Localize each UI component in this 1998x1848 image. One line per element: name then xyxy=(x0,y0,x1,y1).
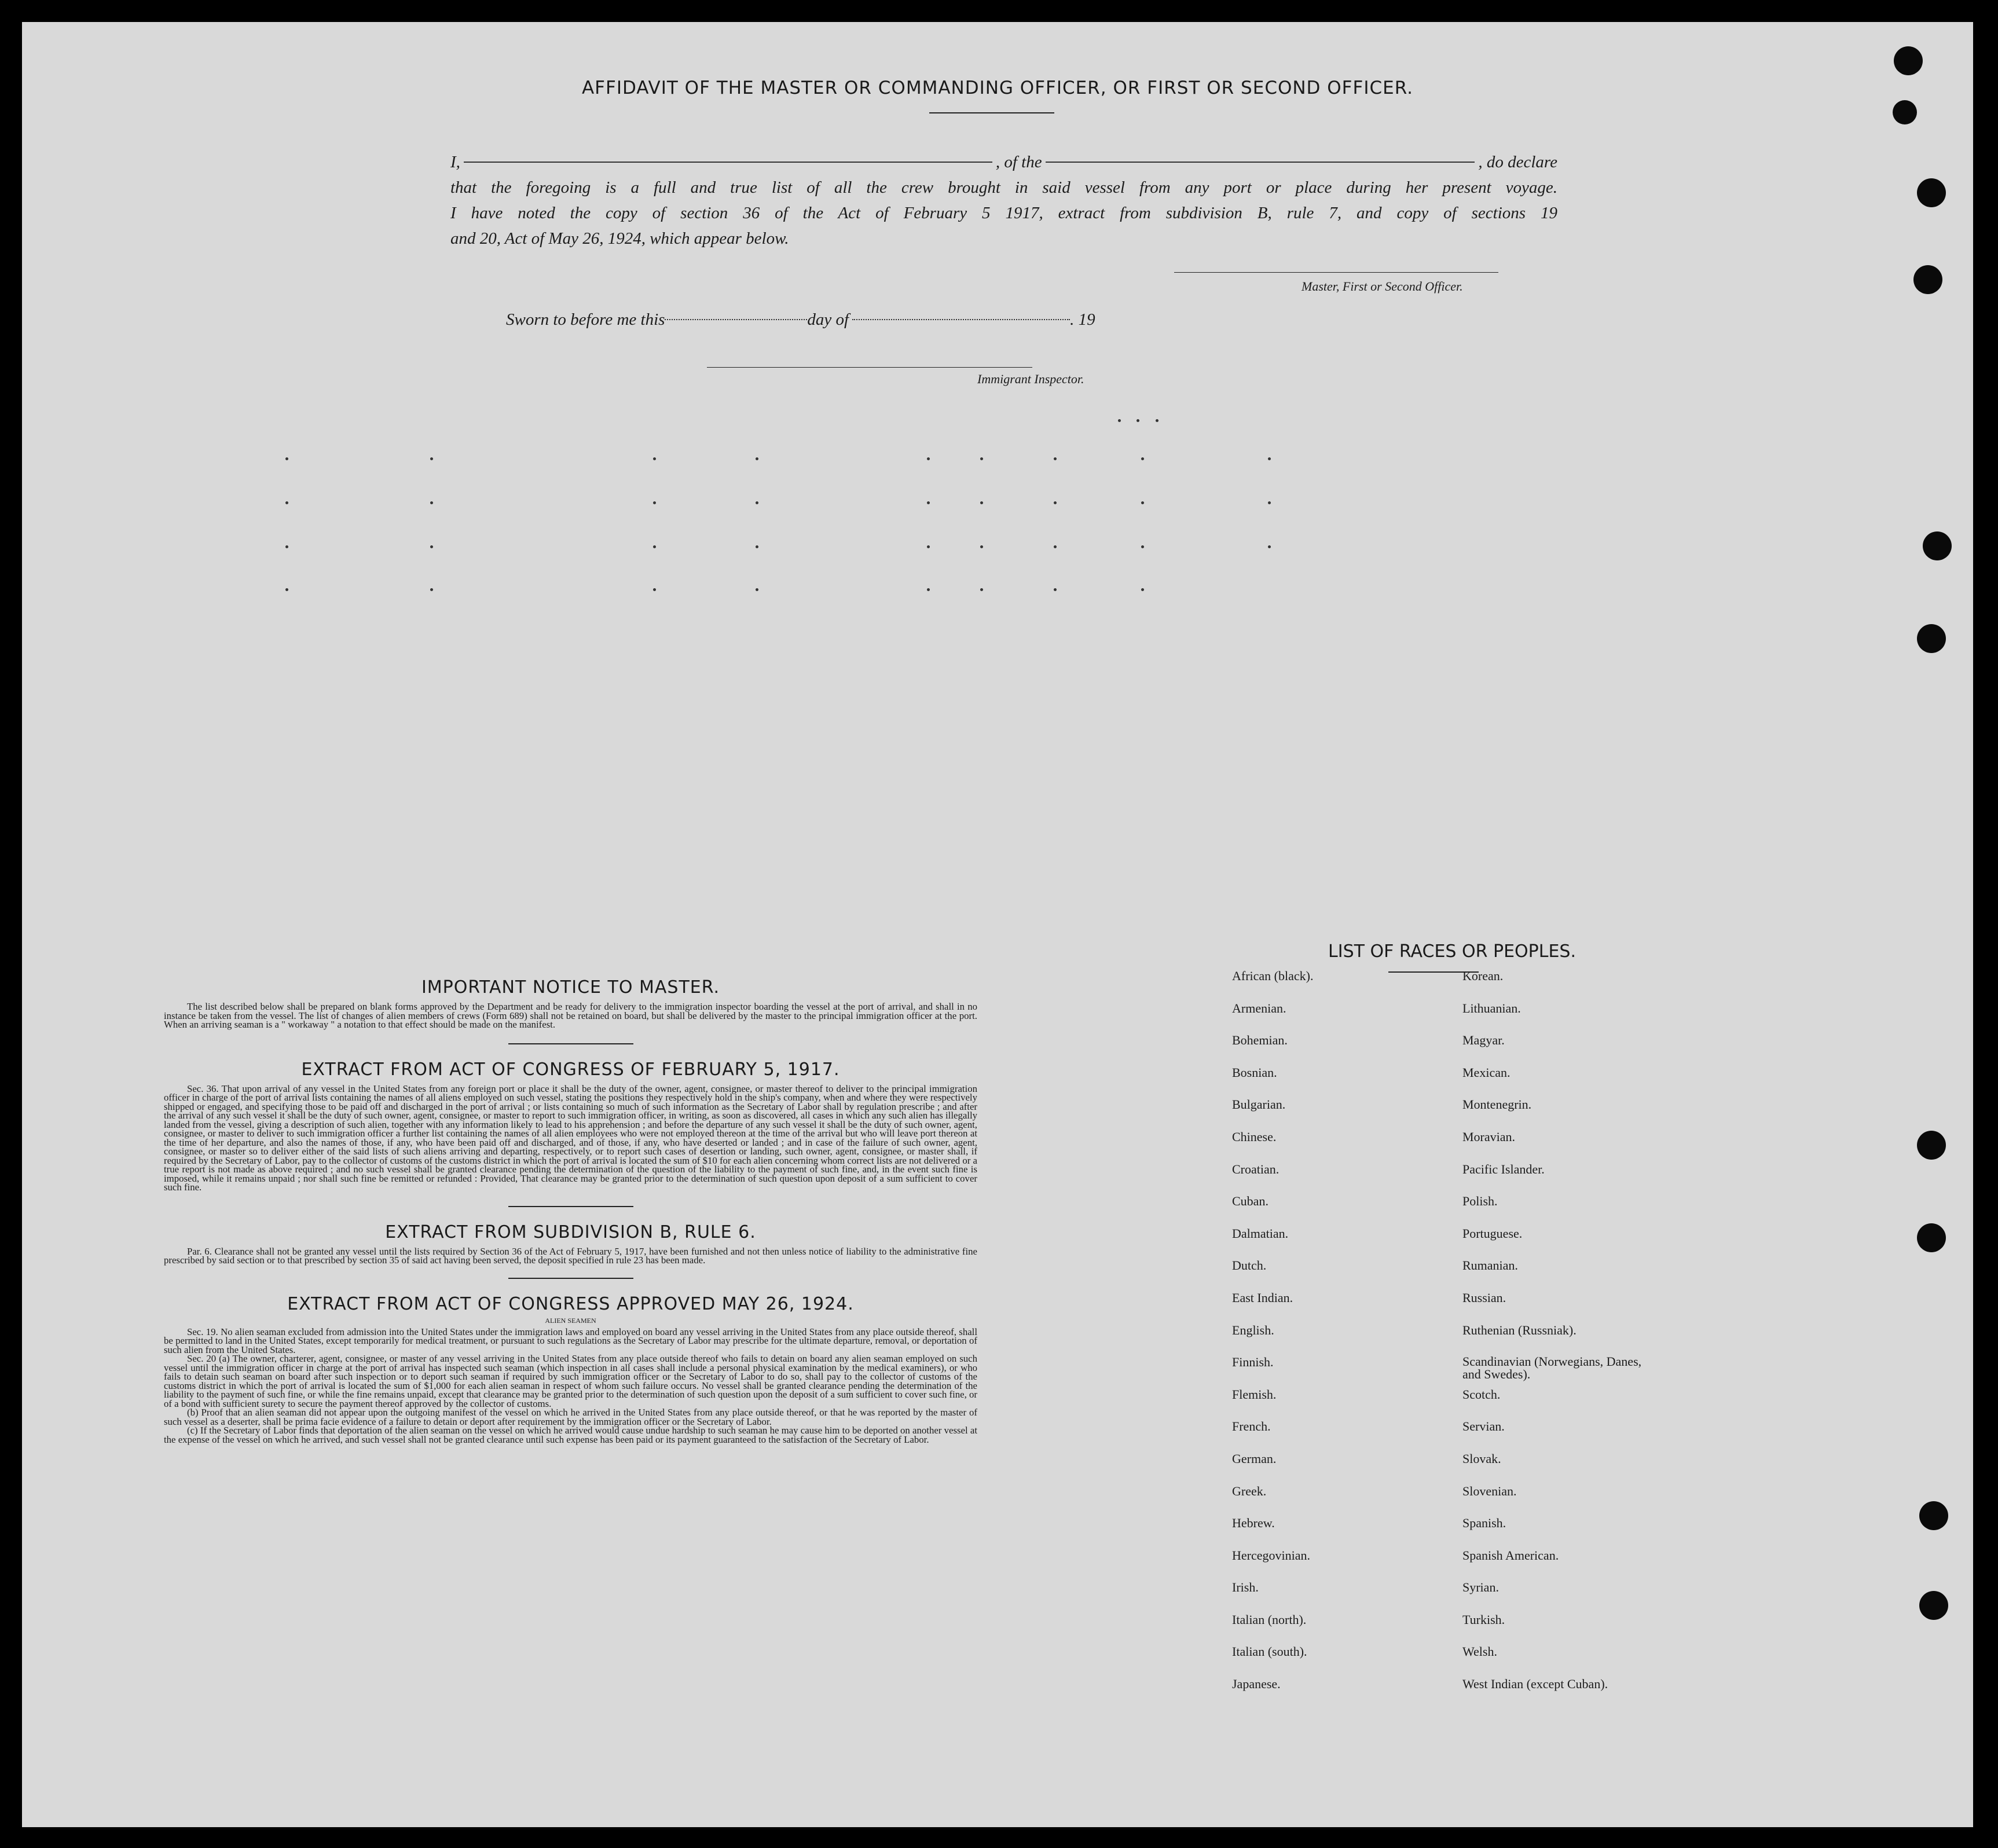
notice-title: IMPORTANT NOTICE TO MASTER. xyxy=(421,977,720,998)
race-item: Russian. xyxy=(1462,1290,1506,1305)
race-item: Welsh. xyxy=(1462,1644,1497,1659)
punch-hole xyxy=(1893,100,1917,124)
punch-hole xyxy=(1917,1131,1946,1160)
punch-hole xyxy=(1913,265,1942,294)
master-signature-line[interactable] xyxy=(1174,272,1498,273)
race-item: Greek. xyxy=(1232,1483,1267,1498)
race-item: Bosnian. xyxy=(1232,1065,1277,1080)
race-item: Hercegovinian. xyxy=(1232,1548,1310,1563)
race-item: Dutch. xyxy=(1232,1258,1267,1273)
race-item: Syrian. xyxy=(1462,1580,1499,1595)
title-underline xyxy=(929,112,1054,113)
vessel-blank[interactable] xyxy=(1046,162,1475,163)
section-20c-paragraph: (c) If the Secretary of Labor finds that deportation of the alien seaman on the vessel on which he arrived would cause undue hardship to such seaman he may cause him to be deported on another vessel at the expense of the vessel on which he arrived, and such vessel shall not be granted clearance until such expense has been paid or its payment guaranteed to the satisfaction of the Secretary of Labor. xyxy=(164,1425,977,1445)
par-6-paragraph: Par. 6. Clearance shall not be granted any vessel until the lists required by Section 36 of the Act of February 5, 1917, have been furnished and not then unless notice of liability to the administrative fine prescribed by said section or to that prescribed by section 35 of said act having been served, the deposit specified in rule 23 has been made. xyxy=(164,1245,977,1266)
race-item: Cuban. xyxy=(1232,1194,1269,1209)
extract-1924-text xyxy=(164,1328,977,1444)
document-sheet xyxy=(22,22,1973,1827)
race-item: Flemish. xyxy=(1232,1387,1277,1402)
legal-column xyxy=(164,977,977,1444)
race-item: Bohemian. xyxy=(1232,1033,1288,1048)
race-item: English. xyxy=(1232,1322,1274,1337)
notice-paragraph: The list described below shall be prepared on blank forms approved by the Department and be ready for delivery to the immigration inspector boarding the vessel at the port of arrival, and shall in no instance be taken from the vessel. The list of changes of alien members of crews (Form 689) shall not be retained on board, but shall be delivered by the master to the principal immigration officer at the port. When an arriving seaman is a " workaway " a notation to that effect should be made on the manifest. xyxy=(164,1001,977,1030)
race-item: Spanish. xyxy=(1462,1516,1506,1531)
punch-hole xyxy=(1917,624,1946,653)
section-divider xyxy=(508,1278,633,1279)
section-36-paragraph: Sec. 36. That upon arrival of any vessel in the United States from any foreign port or place it shall be the duty of the owner, agent, consignee, or master thereof to deliver to the principal immigration officer in charge of the port of arrival lists containing the names of all aliens employed on such vessel, stating the positions they respectively hold in the ship's company, when and where they were respectively shipped or engaged, and specifying those to be paid off and discharged in the port of arrival ; or lists containing so much of such information as the Secretary of Labor shall by regulation prescribe ; and after the arrival of any such vessel it shall be the duty of such owner, agent, consignee, or master to report to such immigration officer, in writing, as soon as discovered, all cases in which any such alien has illegally landed from the vessel, giving a description of such alien, together with any information likely to lead to his apprehension ; and before the departure of any such vessel it shall be the duty of such owner, agent, consignee, or master to deliver to such immigration officer a further list containing the names of all alien employees who were not employed thereon at the time of the arrival but who will leave port thereon at the time of her departure, and also the names of those, if any, who have been paid off and discharged, and of those, if any, who have deserted or landed ; and in case of the failure of such owner, agent, consignee, or master so to deliver either of the said lists of such aliens arriving and departing, respectively, or to report such cases of desertion or landing, such owner, agent, consignee, or master shall, if required by the Secretary of Labor, pay to the collector of customs of the customs district in which the port of arrival is located the sum of $10 for each alien concerning whom correct lists are not delivered or a true report is not made as above required ; and no such vessel shall be granted clearance pending the determination of the question of the liability to the payment of such fine, and, in the event such fine is imposed, while it remains unpaid ; nor shall such fine be remitted or refunded : Provided, That clearance may be granted prior to the determination of such question upon deposit of a sum sufficient to cover such fine. xyxy=(164,1083,977,1193)
affidavit-body xyxy=(450,149,1557,251)
punch-hole xyxy=(1923,531,1952,560)
race-item: West Indian (except Cuban). xyxy=(1462,1677,1608,1692)
section-divider xyxy=(508,1043,633,1044)
race-item: Croatian. xyxy=(1232,1161,1280,1176)
punch-hole xyxy=(1919,1591,1948,1620)
affidavit-line-3: I have noted the copy of section 36 of the Act of February 5 1917, extract from subdivision B, rule 7, and copy of sections 19 xyxy=(450,204,1557,222)
affidavit-line-1 xyxy=(450,149,1557,175)
races-title: LIST OF RACES OR PEOPLES. xyxy=(1328,941,1576,962)
race-item: Scandinavian (Norwegians, Danes, and Swedes). xyxy=(1462,1354,1642,1382)
race-item: Japanese. xyxy=(1232,1677,1281,1692)
master-signature-label: Master, First or Second Officer. xyxy=(1302,279,1463,294)
race-item: Hebrew. xyxy=(1232,1516,1275,1531)
race-item: African (black). xyxy=(1232,969,1314,983)
race-item: East Indian. xyxy=(1232,1290,1293,1305)
punch-hole xyxy=(1894,46,1923,75)
race-item: Montenegrin. xyxy=(1462,1097,1532,1112)
race-item: Turkish. xyxy=(1462,1612,1505,1627)
extract-1917-text xyxy=(164,1084,977,1192)
affidavit-i: I, xyxy=(450,153,460,171)
race-item: Bulgarian. xyxy=(1232,1097,1286,1112)
race-item: German. xyxy=(1232,1451,1277,1466)
races-column-1 xyxy=(1232,969,1423,1710)
punch-hole xyxy=(1917,178,1946,207)
race-item: Italian (south). xyxy=(1232,1644,1307,1659)
affidavit-of-the: , of the xyxy=(995,153,1042,171)
notice-text xyxy=(164,1002,977,1029)
race-item: Scotch. xyxy=(1462,1387,1501,1402)
sworn-line xyxy=(506,310,1149,329)
race-item: Mexican. xyxy=(1462,1065,1511,1080)
race-item: Lithuanian. xyxy=(1462,1000,1521,1015)
punch-hole xyxy=(1917,1223,1946,1252)
alien-seamen-subtitle: ALIEN SEAMEN xyxy=(545,1316,596,1325)
race-item: Magyar. xyxy=(1462,1033,1505,1048)
race-item: Korean. xyxy=(1462,969,1504,983)
affidavit-title: AFFIDAVIT OF THE MASTER OR COMMANDING OFFICER, OR FIRST OR SECOND OFFICER. xyxy=(581,78,1414,98)
race-item: Spanish American. xyxy=(1462,1548,1559,1563)
subdivision-b-title: EXTRACT FROM SUBDIVISION B, RULE 6. xyxy=(385,1222,756,1242)
race-item: Rumanian. xyxy=(1462,1258,1518,1273)
race-item: Irish. xyxy=(1232,1580,1259,1595)
sworn-label: Sworn to before me this xyxy=(506,310,665,329)
year-label: . 19 xyxy=(1070,310,1095,329)
race-item: Portuguese. xyxy=(1462,1226,1523,1241)
race-item: Servian. xyxy=(1462,1419,1505,1434)
race-item: Slovak. xyxy=(1462,1451,1501,1466)
race-item: Chinese. xyxy=(1232,1129,1277,1144)
month-blank[interactable] xyxy=(852,319,1070,320)
section-20a-paragraph: Sec. 20 (a) The owner, charterer, agent, consignee, or master of any vessel arriving in the United States from any place outside thereof who fails to detain on board any alien seaman employed on such vessel until the immigration officer in charge at the port of arrival has inspected such seaman (which inspection in all cases shall include a personal physical examination by the medical examiners), or who fails to detain such seaman on board after such inspection or to deport such seaman if required by such immigration officer or the Secretary of Labor to do so, shall pay to the collector of customs of the customs district in which the port of arrival is located the sum of $1,000 for each alien seaman in respect of whom such failure occurs. No vessel shall be granted clearance pending the determination of the liability to the payment of such fine, or while the fine remains unpaid, except that clearance may be granted prior to the determination of such question upon the deposit of a sum sufficient to cover such fine, or of a bond with sufficient surety to secure the payment thereof approved by the collector of customs. xyxy=(164,1353,977,1409)
punch-hole xyxy=(1919,1501,1948,1530)
race-item: Armenian. xyxy=(1232,1000,1286,1015)
extract-1917-title: EXTRACT FROM ACT OF CONGRESS OF FEBRUARY 5, 1917. xyxy=(301,1059,840,1080)
name-blank[interactable] xyxy=(464,162,992,163)
race-item: Dalmatian. xyxy=(1232,1226,1289,1241)
affidavit-line-2: that the foregoing is a full and true list of all the crew brought in said vessel from any port or place during her present voyage. xyxy=(450,178,1557,197)
section-20b-paragraph: (b) Proof that an alien seaman did not appear upon the outgoing manifest of the vessel on which he arrived in the United States from any place outside thereof, or that he was reported by the master of such vessel as a deserter, shall be prima facie evidence of a failure to detain or deport after requirement by the immigration officer or the Secretary of Labor. xyxy=(164,1407,977,1427)
section-divider xyxy=(508,1206,633,1207)
race-item: Italian (north). xyxy=(1232,1612,1307,1627)
race-item: Moravian. xyxy=(1462,1129,1516,1144)
extract-1924-title: EXTRACT FROM ACT OF CONGRESS APPROVED MAY 26, 1924. xyxy=(287,1293,854,1314)
section-19-paragraph: Sec. 19. No alien seaman excluded from admission into the United States under the immigration laws and employed on board any vessel arriving in the United States from any place outside thereof, shall be permitted to land in the United States, except temporarily for medical treatment, or pursuant to such regulations as the Secretary of Labor may prescribe for the ultimate departure, removal, or deportation of such alien from the United States. xyxy=(164,1326,977,1355)
inspector-signature-line[interactable] xyxy=(707,367,1032,368)
subdivision-b-text xyxy=(164,1247,977,1265)
inspector-signature-label: Immigrant Inspector. xyxy=(977,372,1084,386)
race-item: Polish. xyxy=(1462,1194,1498,1209)
race-item: Ruthenian (Russniak). xyxy=(1462,1322,1577,1337)
race-item: French. xyxy=(1232,1419,1271,1434)
affidavit-declare: , do declare xyxy=(1478,153,1557,171)
day-blank[interactable] xyxy=(665,319,807,320)
race-item: Slovenian. xyxy=(1462,1483,1517,1498)
affidavit-line-4: and 20, Act of May 26, 1924, which appear below. xyxy=(450,229,789,248)
race-item: Pacific Islander. xyxy=(1462,1161,1545,1176)
races-column-2 xyxy=(1462,969,1706,1710)
day-of-label: day of xyxy=(807,310,849,329)
race-item: Finnish. xyxy=(1232,1355,1274,1370)
